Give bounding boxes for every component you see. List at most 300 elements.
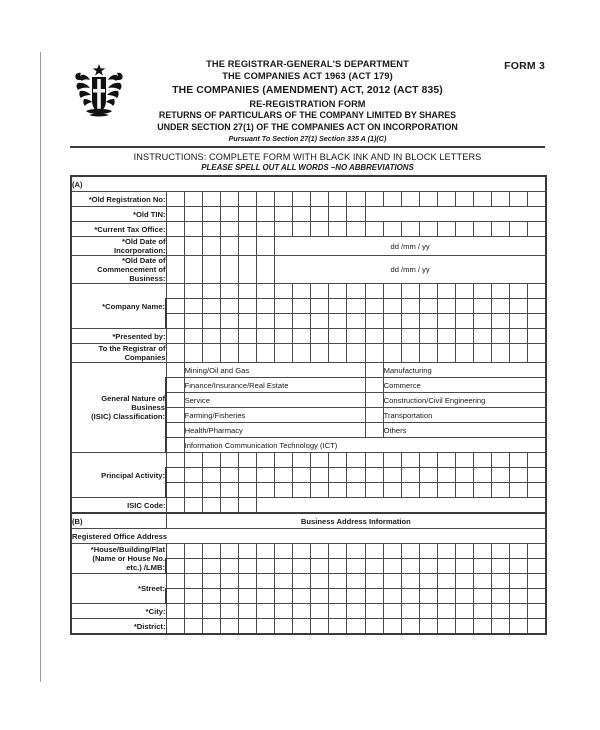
house-building-flat-r1-cell-20[interactable] — [510, 544, 528, 559]
current-tax-office-cell-16[interactable] — [437, 222, 455, 237]
old-registration-no-cell-15[interactable] — [419, 192, 437, 207]
isic-option-right-3[interactable]: Construction/Civil Engineering — [383, 393, 546, 408]
old-tin-cell-11[interactable] — [347, 207, 365, 222]
district-cell-21[interactable] — [528, 619, 546, 635]
company-name-r2-cell-4[interactable] — [220, 299, 238, 314]
current-tax-office-cell-21[interactable] — [528, 222, 546, 237]
district-cell-18[interactable] — [474, 619, 492, 635]
principal-activity-r2-cell-2[interactable] — [184, 468, 202, 483]
company-name-r1-cell-21[interactable] — [528, 284, 546, 299]
principal-activity-r2-cell-8[interactable] — [293, 468, 311, 483]
old-date-of-incorporation-cell-2[interactable] — [184, 237, 202, 256]
street-r2-cell-9[interactable] — [311, 589, 329, 604]
principal-activity-r3-cell-11[interactable] — [347, 483, 365, 498]
company-name-r3-cell-9[interactable] — [311, 314, 329, 329]
house-building-flat-r1-cell-18[interactable] — [474, 544, 492, 559]
city-cell-12[interactable] — [365, 604, 383, 619]
principal-activity-r3-cell-13[interactable] — [383, 483, 401, 498]
company-name-r1-cell-10[interactable] — [329, 284, 347, 299]
principal-activity-r1-cell-21[interactable] — [528, 453, 546, 468]
house-building-flat-r2-cell-6[interactable] — [256, 559, 274, 574]
city-cell-3[interactable] — [202, 604, 220, 619]
city-cell-20[interactable] — [510, 604, 528, 619]
company-name-r1-cell-8[interactable] — [293, 284, 311, 299]
principal-activity-r1-cell-14[interactable] — [401, 453, 419, 468]
company-name-r1-cell-17[interactable] — [456, 284, 474, 299]
presented-by-cell-12[interactable] — [365, 329, 383, 344]
old-tin-cell-1[interactable] — [166, 207, 184, 222]
current-tax-office-cell-6[interactable] — [256, 222, 274, 237]
city-cell-14[interactable] — [401, 604, 419, 619]
company-name-r1-cell-20[interactable] — [510, 284, 528, 299]
city-cell-19[interactable] — [492, 604, 510, 619]
principal-activity-r1-cell-12[interactable] — [365, 453, 383, 468]
company-name-r3-cell-18[interactable] — [474, 314, 492, 329]
current-tax-office-cell-19[interactable] — [492, 222, 510, 237]
company-name-r3-cell-21[interactable] — [528, 314, 546, 329]
company-name-r2-cell-12[interactable] — [365, 299, 383, 314]
company-name-r1-cell-14[interactable] — [401, 284, 419, 299]
district-cell-3[interactable] — [202, 619, 220, 635]
company-name-r2-cell-15[interactable] — [419, 299, 437, 314]
company-name-r2-cell-21[interactable] — [528, 299, 546, 314]
street-r1-cell-20[interactable] — [510, 574, 528, 589]
to-the-registrar-cell-21[interactable] — [528, 344, 546, 363]
street-r1-cell-16[interactable] — [437, 574, 455, 589]
principal-activity-r3-cell-18[interactable] — [474, 483, 492, 498]
city-cell-4[interactable] — [220, 604, 238, 619]
house-building-flat-r1-cell-14[interactable] — [401, 544, 419, 559]
company-name-r3-cell-5[interactable] — [238, 314, 256, 329]
street-r1-cell-17[interactable] — [456, 574, 474, 589]
old-registration-no-cell-14[interactable] — [401, 192, 419, 207]
to-the-registrar-cell-10[interactable] — [329, 344, 347, 363]
principal-activity-r2-cell-6[interactable] — [256, 468, 274, 483]
old-tin-cell-10[interactable] — [329, 207, 347, 222]
district-cell-19[interactable] — [492, 619, 510, 635]
presented-by-cell-9[interactable] — [311, 329, 329, 344]
company-name-r1-cell-9[interactable] — [311, 284, 329, 299]
company-name-r2-cell-9[interactable] — [311, 299, 329, 314]
isic-checkbox-left-4[interactable] — [166, 408, 184, 423]
to-the-registrar-cell-14[interactable] — [401, 344, 419, 363]
principal-activity-r3-cell-9[interactable] — [311, 483, 329, 498]
principal-activity-r3-cell-8[interactable] — [293, 483, 311, 498]
city-cell-21[interactable] — [528, 604, 546, 619]
house-building-flat-r1-cell-8[interactable] — [293, 544, 311, 559]
presented-by-cell-6[interactable] — [256, 329, 274, 344]
principal-activity-r2-cell-1[interactable] — [166, 468, 184, 483]
principal-activity-r1-cell-19[interactable] — [492, 453, 510, 468]
house-building-flat-r1-cell-9[interactable] — [311, 544, 329, 559]
street-r1-cell-8[interactable] — [293, 574, 311, 589]
street-r2-cell-6[interactable] — [256, 589, 274, 604]
presented-by-cell-15[interactable] — [419, 329, 437, 344]
street-r2-cell-10[interactable] — [329, 589, 347, 604]
old-registration-no-cell-4[interactable] — [220, 192, 238, 207]
street-r1-cell-9[interactable] — [311, 574, 329, 589]
isic-option-left-1[interactable]: Mining/Oil and Gas — [184, 363, 365, 378]
presented-by-cell-14[interactable] — [401, 329, 419, 344]
presented-by-cell-1[interactable] — [166, 329, 184, 344]
isic-checkbox-left-2[interactable] — [166, 378, 184, 393]
city-cell-15[interactable] — [419, 604, 437, 619]
principal-activity-r3-cell-17[interactable] — [456, 483, 474, 498]
company-name-r1-cell-18[interactable] — [474, 284, 492, 299]
presented-by-cell-2[interactable] — [184, 329, 202, 344]
old-registration-no-cell-9[interactable] — [311, 192, 329, 207]
company-name-r3-cell-15[interactable] — [419, 314, 437, 329]
old-registration-no-cell-10[interactable] — [329, 192, 347, 207]
old-date-of-incorporation-cell-6[interactable] — [256, 237, 274, 256]
company-name-r2-cell-19[interactable] — [492, 299, 510, 314]
isic-option-left-4[interactable]: Farming/Fisheries — [184, 408, 365, 423]
house-building-flat-r2-cell-8[interactable] — [293, 559, 311, 574]
company-name-r2-cell-17[interactable] — [456, 299, 474, 314]
street-r1-cell-5[interactable] — [238, 574, 256, 589]
old-date-of-incorporation-cell-5[interactable] — [238, 237, 256, 256]
house-building-flat-r2-cell-7[interactable] — [275, 559, 293, 574]
principal-activity-r1-cell-4[interactable] — [220, 453, 238, 468]
district-cell-12[interactable] — [365, 619, 383, 635]
company-name-r1-cell-12[interactable] — [365, 284, 383, 299]
to-the-registrar-cell-12[interactable] — [365, 344, 383, 363]
to-the-registrar-cell-7[interactable] — [275, 344, 293, 363]
isic-checkbox-right-5[interactable] — [365, 423, 383, 438]
house-building-flat-r2-cell-14[interactable] — [401, 559, 419, 574]
street-r1-cell-21[interactable] — [528, 574, 546, 589]
old-tin-cell-5[interactable] — [238, 207, 256, 222]
old-date-of-incorporation-cell-4[interactable] — [220, 237, 238, 256]
company-name-r1-cell-19[interactable] — [492, 284, 510, 299]
house-building-flat-r1-cell-1[interactable] — [166, 544, 184, 559]
street-r2-cell-15[interactable] — [419, 589, 437, 604]
isic-checkbox-right-4[interactable] — [365, 408, 383, 423]
presented-by-cell-13[interactable] — [383, 329, 401, 344]
isic-checkbox-ict[interactable] — [166, 438, 184, 453]
city-cell-5[interactable] — [238, 604, 256, 619]
principal-activity-r3-cell-7[interactable] — [275, 483, 293, 498]
street-r1-cell-14[interactable] — [401, 574, 419, 589]
principal-activity-r3-cell-10[interactable] — [329, 483, 347, 498]
isic-option-right-1[interactable]: Manufacturing — [383, 363, 546, 378]
district-cell-14[interactable] — [401, 619, 419, 635]
old-registration-no-cell-20[interactable] — [510, 192, 528, 207]
old-tin-cell-3[interactable] — [202, 207, 220, 222]
street-r2-cell-18[interactable] — [474, 589, 492, 604]
district-cell-2[interactable] — [184, 619, 202, 635]
company-name-r1-cell-11[interactable] — [347, 284, 365, 299]
company-name-r1-cell-7[interactable] — [275, 284, 293, 299]
street-r2-cell-16[interactable] — [437, 589, 455, 604]
district-cell-20[interactable] — [510, 619, 528, 635]
principal-activity-r1-cell-18[interactable] — [474, 453, 492, 468]
district-cell-1[interactable] — [166, 619, 184, 635]
company-name-r3-cell-11[interactable] — [347, 314, 365, 329]
company-name-r3-cell-10[interactable] — [329, 314, 347, 329]
old-tin-cell-2[interactable] — [184, 207, 202, 222]
city-cell-13[interactable] — [383, 604, 401, 619]
street-r1-cell-15[interactable] — [419, 574, 437, 589]
district-cell-9[interactable] — [311, 619, 329, 635]
old-registration-no-cell-3[interactable] — [202, 192, 220, 207]
old-date-of-commencement-cell-2[interactable] — [184, 256, 202, 284]
isic-option-right-4[interactable]: Transportation — [383, 408, 546, 423]
company-name-r1-cell-16[interactable] — [437, 284, 455, 299]
isic-option-left-3[interactable]: Service — [184, 393, 365, 408]
company-name-r3-cell-12[interactable] — [365, 314, 383, 329]
house-building-flat-r2-cell-19[interactable] — [492, 559, 510, 574]
principal-activity-r3-cell-21[interactable] — [528, 483, 546, 498]
old-tin-cell-4[interactable] — [220, 207, 238, 222]
street-r2-cell-3[interactable] — [202, 589, 220, 604]
isic-code-cell-1[interactable] — [166, 498, 184, 514]
isic-code-cell-2[interactable] — [184, 498, 202, 514]
principal-activity-r3-cell-6[interactable] — [256, 483, 274, 498]
principal-activity-r3-cell-19[interactable] — [492, 483, 510, 498]
company-name-r2-cell-8[interactable] — [293, 299, 311, 314]
isic-option-left-2[interactable]: Finance/Insurance/Real Estate — [184, 378, 365, 393]
company-name-r2-cell-2[interactable] — [184, 299, 202, 314]
street-r2-cell-12[interactable] — [365, 589, 383, 604]
principal-activity-r1-cell-3[interactable] — [202, 453, 220, 468]
old-tin-cell-6[interactable] — [256, 207, 274, 222]
principal-activity-r3-cell-15[interactable] — [419, 483, 437, 498]
company-name-r3-cell-13[interactable] — [383, 314, 401, 329]
house-building-flat-r1-cell-3[interactable] — [202, 544, 220, 559]
current-tax-office-cell-7[interactable] — [275, 222, 293, 237]
city-cell-10[interactable] — [329, 604, 347, 619]
principal-activity-r2-cell-14[interactable] — [401, 468, 419, 483]
old-date-of-commencement-cell-4[interactable] — [220, 256, 238, 284]
isic-code-cell-5[interactable] — [238, 498, 256, 514]
isic-option-right-2[interactable]: Commerce — [383, 378, 546, 393]
house-building-flat-r2-cell-16[interactable] — [437, 559, 455, 574]
company-name-r2-cell-13[interactable] — [383, 299, 401, 314]
isic-checkbox-right-3[interactable] — [365, 393, 383, 408]
principal-activity-r2-cell-21[interactable] — [528, 468, 546, 483]
principal-activity-r2-cell-17[interactable] — [456, 468, 474, 483]
old-registration-no-cell-12[interactable] — [365, 192, 383, 207]
company-name-r3-cell-6[interactable] — [256, 314, 274, 329]
principal-activity-r3-cell-16[interactable] — [437, 483, 455, 498]
principal-activity-r2-cell-4[interactable] — [220, 468, 238, 483]
street-r2-cell-20[interactable] — [510, 589, 528, 604]
company-name-r2-cell-1[interactable] — [166, 299, 184, 314]
old-registration-no-cell-8[interactable] — [293, 192, 311, 207]
current-tax-office-cell-4[interactable] — [220, 222, 238, 237]
principal-activity-r1-cell-9[interactable] — [311, 453, 329, 468]
house-building-flat-r2-cell-9[interactable] — [311, 559, 329, 574]
old-date-of-commencement-cell-5[interactable] — [238, 256, 256, 284]
company-name-r2-cell-20[interactable] — [510, 299, 528, 314]
current-tax-office-cell-11[interactable] — [347, 222, 365, 237]
city-cell-6[interactable] — [256, 604, 274, 619]
city-cell-11[interactable] — [347, 604, 365, 619]
house-building-flat-r1-cell-16[interactable] — [437, 544, 455, 559]
street-r2-cell-1[interactable] — [166, 589, 184, 604]
principal-activity-r2-cell-13[interactable] — [383, 468, 401, 483]
principal-activity-r1-cell-16[interactable] — [437, 453, 455, 468]
presented-by-cell-19[interactable] — [492, 329, 510, 344]
house-building-flat-r1-cell-4[interactable] — [220, 544, 238, 559]
current-tax-office-cell-2[interactable] — [184, 222, 202, 237]
presented-by-cell-8[interactable] — [293, 329, 311, 344]
old-date-of-commencement-cell-3[interactable] — [202, 256, 220, 284]
isic-checkbox-right-1[interactable] — [365, 363, 383, 378]
house-building-flat-r2-cell-15[interactable] — [419, 559, 437, 574]
street-r1-cell-6[interactable] — [256, 574, 274, 589]
company-name-r2-cell-18[interactable] — [474, 299, 492, 314]
old-tin-cell-9[interactable] — [311, 207, 329, 222]
company-name-r2-cell-11[interactable] — [347, 299, 365, 314]
principal-activity-r2-cell-15[interactable] — [419, 468, 437, 483]
to-the-registrar-cell-9[interactable] — [311, 344, 329, 363]
to-the-registrar-cell-13[interactable] — [383, 344, 401, 363]
street-r2-cell-11[interactable] — [347, 589, 365, 604]
principal-activity-r1-cell-1[interactable] — [166, 453, 184, 468]
principal-activity-r3-cell-5[interactable] — [238, 483, 256, 498]
isic-checkbox-left-5[interactable] — [166, 423, 184, 438]
house-building-flat-r1-cell-2[interactable] — [184, 544, 202, 559]
principal-activity-r1-cell-7[interactable] — [275, 453, 293, 468]
principal-activity-r3-cell-20[interactable] — [510, 483, 528, 498]
house-building-flat-r2-cell-17[interactable] — [456, 559, 474, 574]
current-tax-office-cell-14[interactable] — [401, 222, 419, 237]
old-registration-no-cell-5[interactable] — [238, 192, 256, 207]
to-the-registrar-cell-17[interactable] — [456, 344, 474, 363]
presented-by-cell-16[interactable] — [437, 329, 455, 344]
old-registration-no-cell-7[interactable] — [275, 192, 293, 207]
company-name-r1-cell-15[interactable] — [419, 284, 437, 299]
house-building-flat-r2-cell-13[interactable] — [383, 559, 401, 574]
presented-by-cell-18[interactable] — [474, 329, 492, 344]
street-r1-cell-11[interactable] — [347, 574, 365, 589]
street-r1-cell-2[interactable] — [184, 574, 202, 589]
company-name-r1-cell-5[interactable] — [238, 284, 256, 299]
old-date-of-incorporation-cell-3[interactable] — [202, 237, 220, 256]
district-cell-13[interactable] — [383, 619, 401, 635]
to-the-registrar-cell-4[interactable] — [220, 344, 238, 363]
company-name-r1-cell-2[interactable] — [184, 284, 202, 299]
house-building-flat-r1-cell-6[interactable] — [256, 544, 274, 559]
principal-activity-r1-cell-11[interactable] — [347, 453, 365, 468]
presented-by-cell-21[interactable] — [528, 329, 546, 344]
house-building-flat-r2-cell-1[interactable] — [166, 559, 184, 574]
to-the-registrar-cell-8[interactable] — [293, 344, 311, 363]
company-name-r2-cell-6[interactable] — [256, 299, 274, 314]
company-name-r3-cell-7[interactable] — [275, 314, 293, 329]
principal-activity-r1-cell-15[interactable] — [419, 453, 437, 468]
house-building-flat-r1-cell-15[interactable] — [419, 544, 437, 559]
city-cell-9[interactable] — [311, 604, 329, 619]
company-name-r1-cell-4[interactable] — [220, 284, 238, 299]
company-name-r3-cell-2[interactable] — [184, 314, 202, 329]
current-tax-office-cell-17[interactable] — [456, 222, 474, 237]
old-registration-no-cell-16[interactable] — [437, 192, 455, 207]
principal-activity-r2-cell-12[interactable] — [365, 468, 383, 483]
isic-code-cell-3[interactable] — [202, 498, 220, 514]
principal-activity-r3-cell-1[interactable] — [166, 483, 184, 498]
to-the-registrar-cell-18[interactable] — [474, 344, 492, 363]
to-the-registrar-cell-20[interactable] — [510, 344, 528, 363]
isic-checkbox-right-2[interactable] — [365, 378, 383, 393]
company-name-r3-cell-20[interactable] — [510, 314, 528, 329]
isic-checkbox-left-3[interactable] — [166, 393, 184, 408]
street-r2-cell-21[interactable] — [528, 589, 546, 604]
old-date-of-commencement-cell-1[interactable] — [166, 256, 184, 284]
company-name-r1-cell-1[interactable] — [166, 284, 184, 299]
presented-by-cell-11[interactable] — [347, 329, 365, 344]
street-r1-cell-1[interactable] — [166, 574, 184, 589]
street-r1-cell-19[interactable] — [492, 574, 510, 589]
principal-activity-r2-cell-20[interactable] — [510, 468, 528, 483]
current-tax-office-cell-20[interactable] — [510, 222, 528, 237]
house-building-flat-r2-cell-20[interactable] — [510, 559, 528, 574]
house-building-flat-r2-cell-4[interactable] — [220, 559, 238, 574]
principal-activity-r1-cell-13[interactable] — [383, 453, 401, 468]
current-tax-office-cell-8[interactable] — [293, 222, 311, 237]
house-building-flat-r1-cell-11[interactable] — [347, 544, 365, 559]
principal-activity-r2-cell-10[interactable] — [329, 468, 347, 483]
district-cell-6[interactable] — [256, 619, 274, 635]
company-name-r3-cell-8[interactable] — [293, 314, 311, 329]
district-cell-17[interactable] — [456, 619, 474, 635]
presented-by-cell-4[interactable] — [220, 329, 238, 344]
to-the-registrar-cell-6[interactable] — [256, 344, 274, 363]
street-r2-cell-8[interactable] — [293, 589, 311, 604]
principal-activity-r1-cell-17[interactable] — [456, 453, 474, 468]
principal-activity-r1-cell-10[interactable] — [329, 453, 347, 468]
company-name-r3-cell-17[interactable] — [456, 314, 474, 329]
city-cell-17[interactable] — [456, 604, 474, 619]
current-tax-office-cell-12[interactable] — [365, 222, 383, 237]
house-building-flat-r2-cell-2[interactable] — [184, 559, 202, 574]
current-tax-office-cell-13[interactable] — [383, 222, 401, 237]
house-building-flat-r2-cell-21[interactable] — [528, 559, 546, 574]
principal-activity-r1-cell-2[interactable] — [184, 453, 202, 468]
house-building-flat-r2-cell-10[interactable] — [329, 559, 347, 574]
company-name-r3-cell-3[interactable] — [202, 314, 220, 329]
house-building-flat-r2-cell-3[interactable] — [202, 559, 220, 574]
presented-by-cell-20[interactable] — [510, 329, 528, 344]
house-building-flat-r2-cell-12[interactable] — [365, 559, 383, 574]
old-registration-no-cell-18[interactable] — [474, 192, 492, 207]
house-building-flat-r2-cell-11[interactable] — [347, 559, 365, 574]
company-name-r1-cell-6[interactable] — [256, 284, 274, 299]
old-tin-cell-8[interactable] — [293, 207, 311, 222]
principal-activity-r2-cell-18[interactable] — [474, 468, 492, 483]
principal-activity-r1-cell-20[interactable] — [510, 453, 528, 468]
company-name-r2-cell-14[interactable] — [401, 299, 419, 314]
house-building-flat-r1-cell-5[interactable] — [238, 544, 256, 559]
principal-activity-r3-cell-3[interactable] — [202, 483, 220, 498]
current-tax-office-cell-18[interactable] — [474, 222, 492, 237]
company-name-r2-cell-16[interactable] — [437, 299, 455, 314]
presented-by-cell-3[interactable] — [202, 329, 220, 344]
house-building-flat-r1-cell-21[interactable] — [528, 544, 546, 559]
street-r2-cell-2[interactable] — [184, 589, 202, 604]
old-registration-no-cell-6[interactable] — [256, 192, 274, 207]
house-building-flat-r1-cell-13[interactable] — [383, 544, 401, 559]
principal-activity-r1-cell-6[interactable] — [256, 453, 274, 468]
company-name-r2-cell-3[interactable] — [202, 299, 220, 314]
isic-checkbox-left-1[interactable] — [166, 363, 184, 378]
principal-activity-r3-cell-4[interactable] — [220, 483, 238, 498]
district-cell-8[interactable] — [293, 619, 311, 635]
presented-by-cell-17[interactable] — [456, 329, 474, 344]
principal-activity-r2-cell-7[interactable] — [275, 468, 293, 483]
